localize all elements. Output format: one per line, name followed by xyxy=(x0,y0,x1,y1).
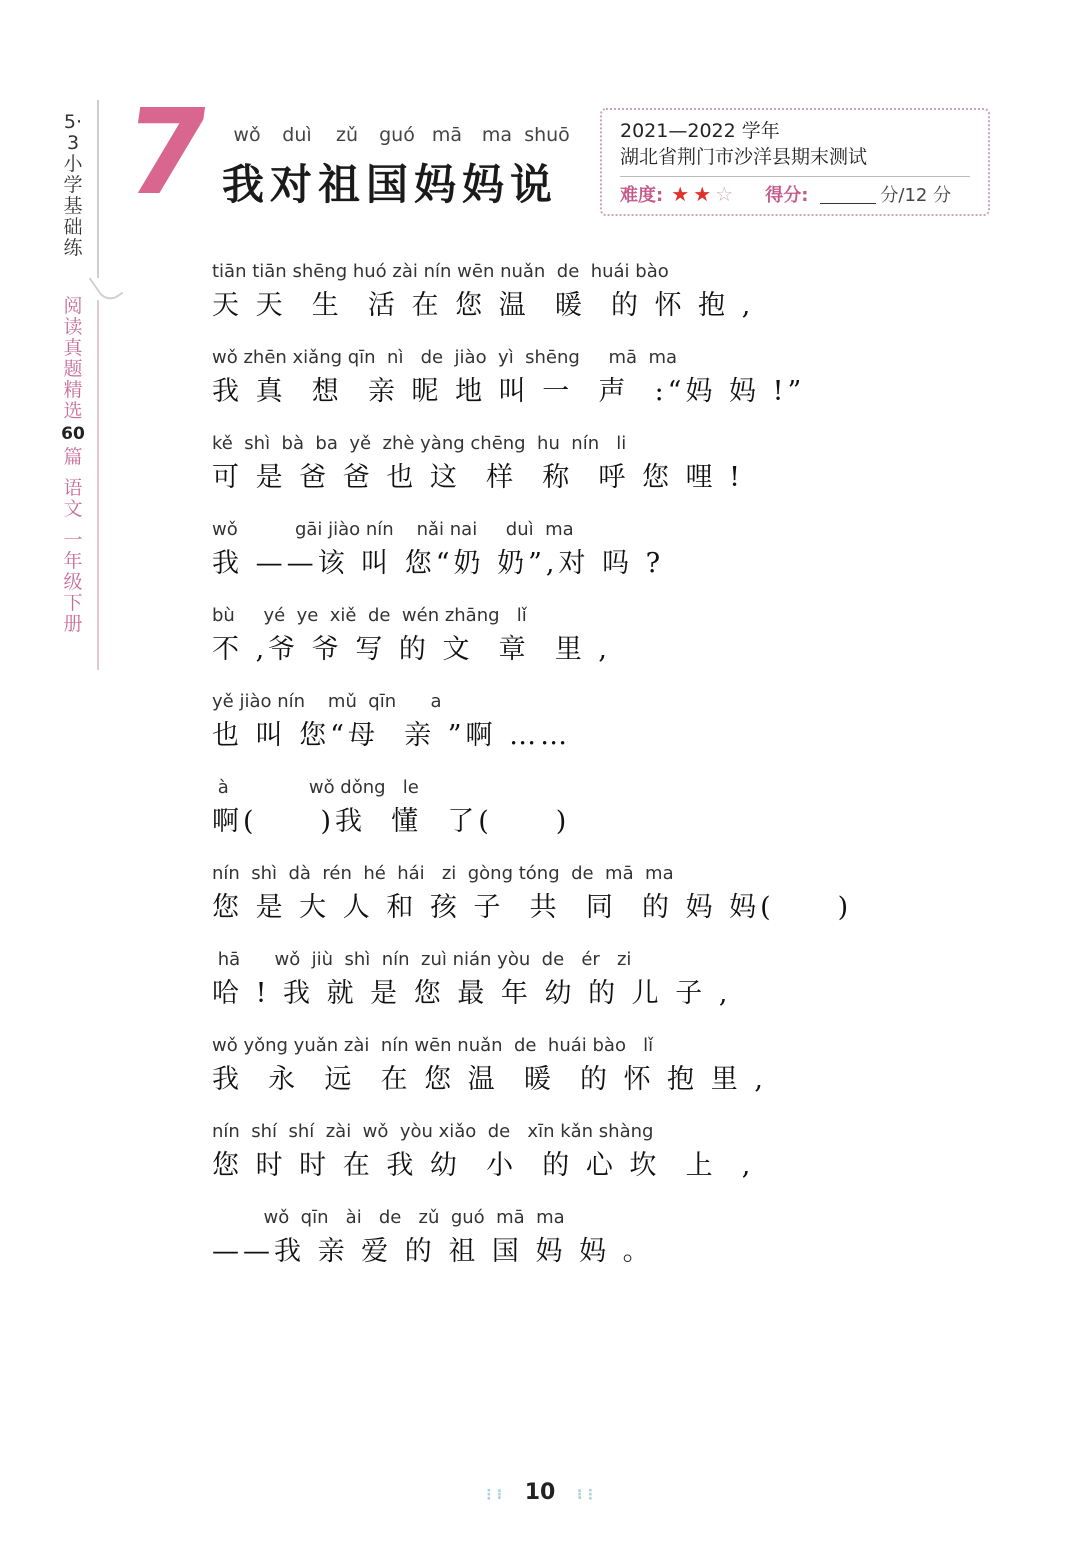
lesson-title: 我对祖国妈妈说 xyxy=(222,160,559,209)
title-pinyin xyxy=(222,124,572,150)
poem-line xyxy=(212,602,1032,688)
side-divider xyxy=(97,100,99,278)
series-char: 精 xyxy=(63,379,83,401)
poem-line xyxy=(212,344,1032,430)
poem-text: 我 永 远 在 您 温 暖 的 怀 抱 里 , xyxy=(212,1064,767,1095)
poem-pinyin: bù yé ye xiě de wén zhāng lǐ xyxy=(212,605,527,626)
poem-pinyin: wǒ gāi jiào nín nǎi nai duì ma xyxy=(212,519,574,540)
poem-pinyin: nín shì dà rén hé hái zi gòng tóng de mā ma xyxy=(212,863,674,884)
series-count: 60 xyxy=(61,424,85,444)
poem-line xyxy=(212,516,1032,602)
star-empty-icon: ☆ xyxy=(715,182,734,206)
score-total: 分/12 分 xyxy=(880,185,952,206)
poem-pinyin: tiān tiān shēng huó zài nín wēn nuǎn de huái bào xyxy=(212,261,669,282)
page-deco-right-icon: ⁝⋮ xyxy=(576,1487,599,1503)
series-char: 阅 xyxy=(63,295,83,317)
star-filled-icon: ★ xyxy=(693,182,712,206)
poem-text: 天 天 生 活 在 您 温 暖 的 怀 抱 , xyxy=(212,290,755,321)
poem-pinyin: wǒ zhēn xiǎng qīn nì de jiào yì shēng mā ma xyxy=(212,347,678,368)
title-pinyin-syllable: ma xyxy=(481,124,513,146)
subject-label: 语文 xyxy=(63,477,83,520)
difficulty-score-row xyxy=(620,181,970,207)
difficulty-label: 难度: xyxy=(620,185,664,206)
poem-text: 哈 ! 我 就 是 您 最 年 幼 的 儿 子 , xyxy=(212,978,732,1009)
title-pinyin-syllable: guó xyxy=(379,124,415,146)
poem-text: 也 叫 您“母 亲 ”啊 …… xyxy=(212,720,572,751)
poem-line xyxy=(212,946,1032,1032)
series-char: 选 xyxy=(63,400,83,422)
poem-line xyxy=(212,430,1032,516)
info-divider xyxy=(620,176,970,177)
star-filled-icon: ★ xyxy=(671,182,690,206)
grade-label: 一年级下册 xyxy=(63,529,83,635)
exam-info-box xyxy=(600,108,990,216)
poem-line xyxy=(212,258,1032,344)
series-count-unit: 篇 xyxy=(63,446,83,468)
poem-text: 不 ,爷 爷 写 的 文 章 里 , xyxy=(212,634,611,665)
poem-line xyxy=(212,774,1032,860)
score-label: 得分: xyxy=(765,185,809,206)
title-pinyin-syllable: mā xyxy=(431,124,463,146)
poem-text: 您 是 大 人 和 孩 子 共 同 的 妈 妈( ) xyxy=(212,892,853,923)
poem-pinyin: kě shì bà ba yě zhè yàng chēng hu nín li xyxy=(212,433,627,454)
school-year: 2021—2022 学年 xyxy=(620,120,780,142)
exam-source: 湖北省荆门市沙洋县期末测试 xyxy=(620,146,868,168)
series-brand: 5·3小学基础练 xyxy=(63,111,83,259)
poem-line xyxy=(212,1204,1032,1290)
series-char: 真 xyxy=(63,337,83,359)
poem-text: 我 真 想 亲 昵 地 叫 一 声 :“妈 妈 !” xyxy=(212,376,806,407)
side-divider-curve xyxy=(89,267,124,305)
title-pinyin-syllable: wǒ xyxy=(233,124,261,146)
difficulty-rating xyxy=(669,182,735,206)
series-title xyxy=(60,296,86,635)
poem-pinyin: à wǒ dǒng le xyxy=(212,777,419,798)
title-pinyin-syllable: shuō xyxy=(524,124,570,146)
lesson-title-block xyxy=(222,124,572,212)
poem-text: 可 是 爸 爸 也 这 样 称 呼 您 哩 ! xyxy=(212,462,745,493)
series-char: 题 xyxy=(63,358,83,380)
poem-line xyxy=(212,688,1032,774)
poem-pinyin: yě jiào nín mǔ qīn a xyxy=(212,691,442,712)
series-char: 读 xyxy=(63,316,83,338)
poem-pinyin: nín shí shí zài wǒ yòu xiǎo de xīn kǎn shàng xyxy=(212,1121,654,1142)
poem-text: 我 ——该 叫 您“奶 奶”,对 吗 ? xyxy=(212,548,665,579)
poem-text: 您 时 时 在 我 幼 小 的 心 坎 上 , xyxy=(212,1150,755,1181)
page-deco-left-icon: ⋮⁝ xyxy=(481,1487,504,1503)
title-pinyin-syllable: duì xyxy=(282,124,312,146)
poem-pinyin: wǒ yǒng yuǎn zài nín wēn nuǎn de huái bào lǐ xyxy=(212,1035,654,1056)
page-number: 10 xyxy=(524,1480,556,1505)
lesson-number: 7 xyxy=(116,83,218,221)
side-divider-lower xyxy=(97,300,99,670)
poem-pinyin: hā wǒ jiù shì nín zuì nián yòu de ér zi xyxy=(212,949,632,970)
poem xyxy=(212,258,1032,1290)
poem-line xyxy=(212,1118,1032,1204)
poem-line xyxy=(212,1032,1032,1118)
title-pinyin-syllable: zǔ xyxy=(335,124,358,146)
poem-line xyxy=(212,860,1032,946)
poem-text: ——我 亲 爱 的 祖 国 妈 妈 。 xyxy=(212,1236,654,1267)
poem-pinyin: wǒ qīn ài de zǔ guó mā ma xyxy=(212,1207,565,1228)
page-number-footer xyxy=(0,1480,1080,1505)
score-blank[interactable] xyxy=(820,185,876,204)
poem-text: 啊( )我 懂 了( ) xyxy=(212,806,571,837)
